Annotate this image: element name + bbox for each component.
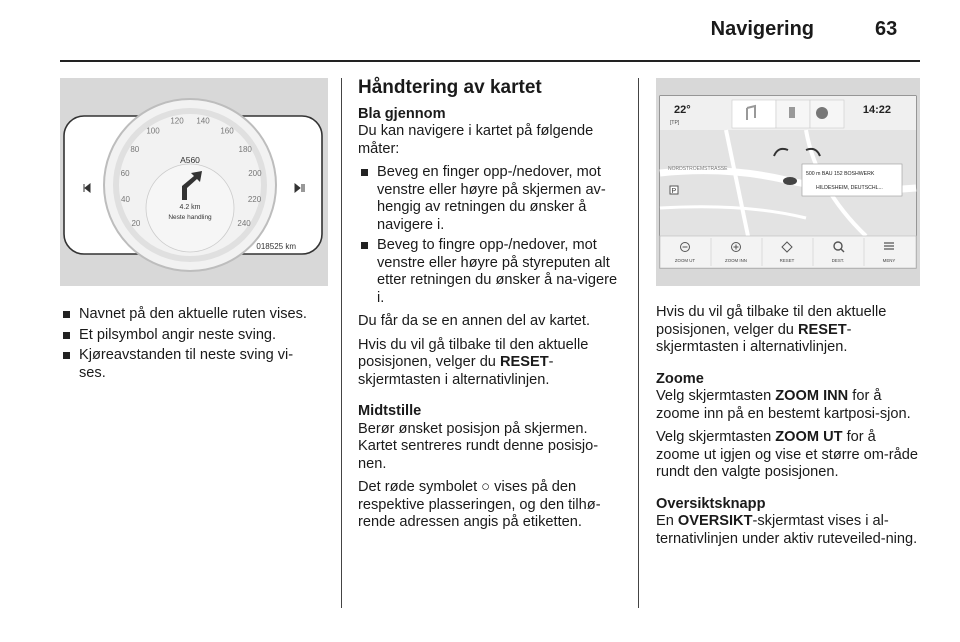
next-action-label: Neste handling xyxy=(168,214,212,221)
left-column-text xyxy=(60,306,335,385)
middle-column-text xyxy=(358,79,626,538)
distance-label: 4.2 km xyxy=(179,204,201,211)
browse-bullet-finger xyxy=(358,164,626,234)
reset-button-label: RESET xyxy=(779,258,795,263)
bullet-text: Kjøreavstanden til neste sving vi- xyxy=(79,347,294,363)
overview-key: OVERSIKT xyxy=(677,513,753,529)
text-run: Hvis du vil gå tilbake til den aktuelle posisjonen, velger du xyxy=(656,304,887,338)
phone-icon xyxy=(789,107,795,118)
speed-tick-label: 240 xyxy=(237,218,251,228)
text-run: vises på den respektive plasseringen, og den tilhø-rende adressen angis på etiketten. xyxy=(358,479,601,530)
speed-tick-label: 100 xyxy=(146,126,160,136)
bullet-text: Navnet på den aktuelle ruten vises. xyxy=(79,306,307,322)
tp-indicator: [TP] xyxy=(670,120,680,126)
odometer-label: 018525 km xyxy=(256,242,296,251)
temperature-readout: 22° xyxy=(674,104,691,116)
speed-tick-label: 60 xyxy=(120,169,130,178)
center-heading: Midtstille xyxy=(358,403,422,419)
section-heading: Håndtering av kartet xyxy=(358,77,542,98)
zoom-in-paragraph xyxy=(656,388,918,423)
overview-heading: Oversiktsknapp xyxy=(656,495,766,512)
bullet-marker xyxy=(361,169,368,176)
browse-intro: Du kan navigere i kartet på følgende måter: xyxy=(358,123,594,157)
center-text: Berør ønsket posisjon på skjermen. Kartet sentreres rundt denne posisjo-nen. xyxy=(358,420,599,472)
zoom-heading: Zoome xyxy=(656,370,704,387)
text-run: Velg skjermtasten xyxy=(656,429,776,445)
speed-tick-label: 120 xyxy=(170,116,184,126)
bullet-text: Beveg to fingre opp-/nedover, mot venstre eller høyre på styreputen alt etter retningen du ønsker å na-vigere i. xyxy=(377,237,618,306)
speed-tick-label: 40 xyxy=(121,195,130,204)
text-run: Velg skjermtasten xyxy=(656,388,776,404)
reset-key: RESET xyxy=(797,321,847,338)
speed-tick-label: 180 xyxy=(238,144,252,154)
bullet-arrow-symbol xyxy=(60,327,335,345)
clock-readout: 14:22 xyxy=(862,104,891,116)
column-divider-right xyxy=(638,78,639,608)
speed-tick-label: 20 xyxy=(131,218,141,228)
cluster-illustration xyxy=(60,78,328,286)
red-circle-icon: ○ xyxy=(481,479,491,495)
dest-button-label: DEST. xyxy=(831,258,845,263)
route-label: A560 xyxy=(180,155,200,165)
speed-tick-label: 200 xyxy=(248,169,262,178)
red-symbol-paragraph xyxy=(358,479,626,532)
bullet-distance xyxy=(60,347,335,382)
page-number: 63 xyxy=(875,18,898,40)
browse-heading: Bla gjennom xyxy=(358,105,446,122)
bullet-text: Beveg en finger opp-/nedover, mot venstre eller høyre på skjermen av-hengig av retningen du ønsker å navigere i. xyxy=(377,164,606,233)
speed-tick-label: 220 xyxy=(247,195,262,204)
info-icon xyxy=(816,107,828,119)
text-run: -skjermtasten i alternativlinjen. xyxy=(656,321,852,355)
menu-button-label: MENY xyxy=(882,258,896,263)
reset-key: RESET xyxy=(499,354,549,370)
text-run: -skjermtast vises i al-ternativlinjen under aktiv ruteveiled-ning. xyxy=(656,513,918,547)
vehicle-position-icon xyxy=(783,177,797,185)
speed-tick-label: 80 xyxy=(130,144,140,154)
text-run: for å zoome inn på en bestemt kartposi-sjon. xyxy=(656,388,911,422)
street-label: NORDSTROEMSTRASSE xyxy=(668,166,728,172)
bullet-marker xyxy=(361,242,368,249)
text-run: -skjermtasten i alternativlinjen. xyxy=(358,354,554,388)
destination-line: HILDESHEIM, DEUTSCHL... xyxy=(816,185,883,191)
text-run: Det røde symbolet xyxy=(358,479,482,495)
parking-icon: P xyxy=(671,188,677,195)
header-rule xyxy=(60,60,920,62)
overview-paragraph xyxy=(656,513,918,548)
reset-paragraph xyxy=(358,337,626,390)
browse-bullet-touchpad xyxy=(358,237,626,307)
zoom-out-button-label: ZOOM UT xyxy=(674,258,696,263)
text-run: Hvis du vil gå tilbake til den aktuelle posisjonen, velger du xyxy=(358,336,589,370)
route-info-line: 500 m BAU 152 BOSHWERK xyxy=(806,171,875,177)
speed-tick-label: 160 xyxy=(220,126,234,136)
bullet-marker xyxy=(63,352,70,359)
bullet-marker xyxy=(63,311,70,318)
speed-tick-label: 140 xyxy=(196,116,210,126)
bullet-marker xyxy=(63,332,70,339)
bullet-text: Et pilsymbol angir neste sving. xyxy=(79,326,277,343)
text-run: En xyxy=(656,513,678,529)
zoom-out-paragraph xyxy=(656,429,918,482)
bullet-text: ses. xyxy=(79,364,106,381)
browse-result: Du får da se en annen del av kartet. xyxy=(358,313,591,329)
page-title: Navigering xyxy=(710,18,814,40)
zoom-in-key: ZOOM INN xyxy=(775,388,849,404)
navigation-screen-illustration xyxy=(656,78,920,286)
text-run: for å zoome ut igjen og vise et større om-råde rundt den valgte posisjonen. xyxy=(656,429,918,480)
zoom-in-button-label: ZOOM INN xyxy=(725,258,747,263)
bullet-route-name xyxy=(60,306,335,324)
reset-paragraph xyxy=(656,304,918,357)
right-column-text xyxy=(656,304,918,554)
column-divider-left xyxy=(341,78,342,608)
zoom-out-key: ZOOM UT xyxy=(775,429,843,445)
